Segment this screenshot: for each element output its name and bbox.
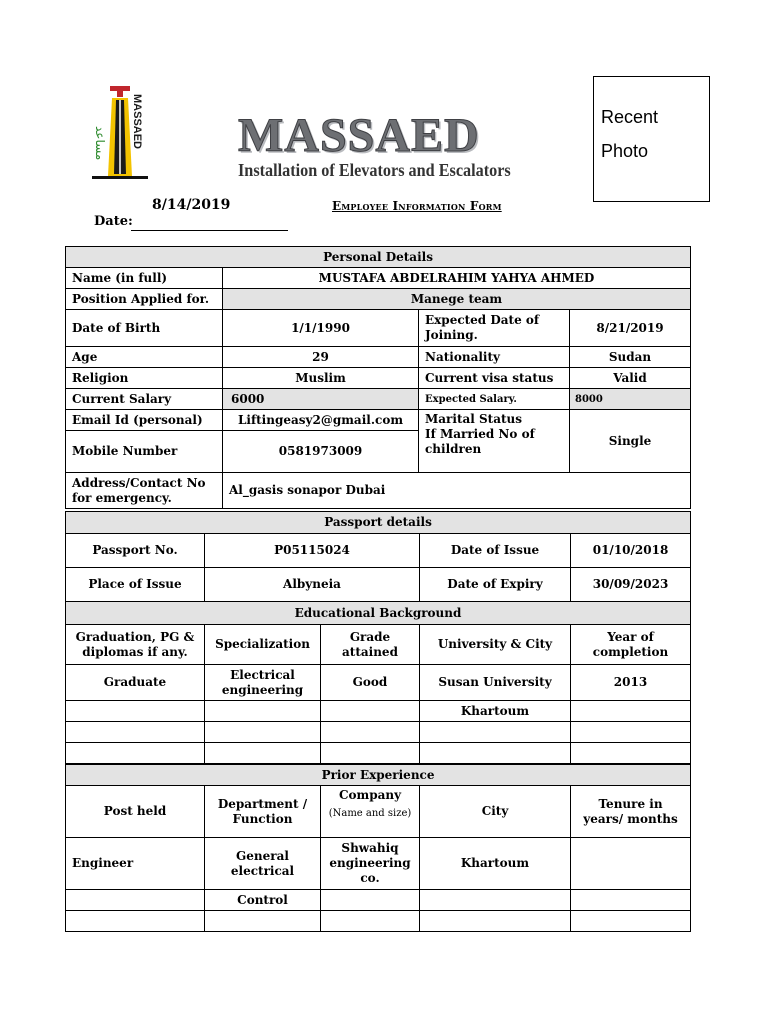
edu-cell: Susan University [420,665,571,701]
passport-no-label: Passport No. [66,534,205,568]
place-of-issue-label: Place of Issue [66,568,205,602]
edu-cell [66,743,205,764]
passport-table [65,511,691,602]
table-row [66,838,691,890]
exp-header-company-cell [321,786,420,838]
passport-no-value: P05115024 [205,534,420,568]
edu-cell [205,701,321,722]
exp-cell [571,911,691,932]
company-logo [92,86,162,182]
joining-label: Expected Date of Joining. [419,310,570,347]
brand-name: MASSAED [238,109,480,162]
nationality-label: Nationality [419,347,570,368]
brand-subtitle: Installation of Elevators and Escalators [238,160,511,180]
date-label: Date: [94,214,133,229]
exp-cell [420,890,571,911]
date-value: 8/14/2019 [152,197,231,213]
expiry-date-label: Date of Expiry [420,568,571,602]
email-value: Liftingeasy2@gmail.com [223,410,419,431]
passport-title: Passport details [66,512,691,534]
education-title: Educational Background [66,602,691,625]
marital-value: Single [570,410,691,473]
joining-value: 8/21/2019 [570,310,691,347]
personal-details-title: Personal Details [66,247,691,268]
exp-header-post: Post held [66,786,205,838]
exp-cell [66,890,205,911]
exp-cell [571,838,691,890]
exp-cell: Engineer [66,838,205,890]
edu-cell [66,701,205,722]
mobile-label: Mobile Number [66,431,223,473]
edu-header-university: University & City [420,625,571,665]
table-row [66,911,691,932]
edu-header-graduation: Graduation, PG & diplomas if any. [66,625,205,665]
children-label: If Married No of children [425,427,535,456]
issue-date-value: 01/10/2018 [571,534,691,568]
experience-table [65,764,691,932]
table-row [66,722,691,743]
table-row [66,743,691,764]
nationality-value: Sudan [570,347,691,368]
dob-value: 1/1/1990 [223,310,419,347]
personal-details-table [65,246,691,509]
age-label: Age [66,347,223,368]
logo-text: MASSAED [131,94,143,150]
edu-cell [571,701,691,722]
edu-cell [321,743,420,764]
position-label: Position Applied for. [66,289,223,310]
exp-cell: Control [205,890,321,911]
edu-cell [321,722,420,743]
address-value: Al_gasis sonapor Dubai [223,473,691,509]
visa-label: Current visa status [419,368,570,389]
table-row [66,890,691,911]
exp-cell [205,911,321,932]
edu-cell [420,722,571,743]
address-label: Address/Contact No for emergency. [66,473,223,509]
issue-date-label: Date of Issue [420,534,571,568]
photo-label-recent: Recent [601,107,659,127]
logo-arabic-text: مساعد [93,126,107,161]
edu-cell: 2013 [571,665,691,701]
edu-cell [66,722,205,743]
religion-label: Religion [66,368,223,389]
exp-cell: Khartoum [420,838,571,890]
exp-header-tenure: Tenure in years/ months [571,786,691,838]
edu-cell [420,743,571,764]
edu-cell [571,743,691,764]
salary-value: 6000 [223,389,419,410]
experience-title: Prior Experience [66,765,691,786]
exp-cell [571,890,691,911]
marital-status-cell [419,410,570,473]
edu-header-year: Year of completion [571,625,691,665]
date-underline [131,230,288,231]
email-label: Email Id (personal) [66,410,223,431]
brand-block [238,109,528,180]
name-label: Name (in full) [66,268,223,289]
expiry-date-value: 30/09/2023 [571,568,691,602]
edu-cell: Good [321,665,420,701]
exp-header-department: Department / Function [205,786,321,838]
expected-salary-value: 8000 [570,389,691,410]
place-of-issue-value: Albyneia [205,568,420,602]
position-value: Manege team [223,289,691,310]
edu-header-specialization: Specialization [205,625,321,665]
exp-header-company-note: (Name and size) [328,808,412,819]
edu-cell [205,743,321,764]
exp-cell [321,890,420,911]
table-row [66,701,691,722]
table-row [66,665,691,701]
expected-salary-label: Expected Salary. [419,389,570,410]
dob-label: Date of Birth [66,310,223,347]
salary-label: Current Salary [66,389,223,410]
exp-header-city: City [420,786,571,838]
recent-photo-box [593,76,710,202]
education-table [65,601,691,764]
age-value: 29 [223,347,419,368]
visa-value: Valid [570,368,691,389]
form-title: Employee Information Form [332,199,502,213]
exp-cell [321,911,420,932]
edu-cell [205,722,321,743]
exp-cell: Shwahiq engineering co. [321,838,420,890]
edu-cell: Khartoum [420,701,571,722]
edu-cell: Electrical engineering [205,665,321,701]
exp-cell [66,911,205,932]
exp-cell [420,911,571,932]
mobile-value: 0581973009 [223,431,419,473]
edu-cell [571,722,691,743]
edu-header-grade: Grade attained [321,625,420,665]
edu-cell [321,701,420,722]
exp-cell: General electrical [205,838,321,890]
name-value: MUSTAFA ABDELRAHIM YAHYA AHMED [223,268,691,289]
exp-header-company: Company [338,788,402,802]
photo-label-photo: Photo [601,141,649,161]
edu-cell: Graduate [66,665,205,701]
religion-value: Muslim [223,368,419,389]
marital-label: Marital Status [425,412,523,426]
